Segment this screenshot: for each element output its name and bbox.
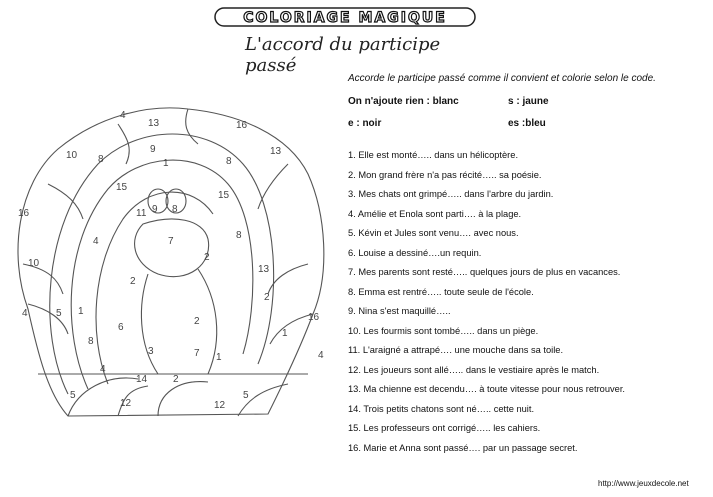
region-number: 3: [148, 346, 154, 357]
region-number: 8: [226, 156, 232, 167]
magic-coloring-drawing: [8, 104, 338, 434]
region-number: 12: [214, 400, 226, 411]
code-noir: e : noir: [348, 118, 382, 129]
title-banner: [214, 6, 476, 28]
region-number: 2: [204, 252, 210, 263]
region-number: 5: [56, 308, 62, 319]
sentence-list: [348, 149, 625, 461]
sentence-item: 13. Ma chienne est decendu…. à toute vitesse pour nous retrouver.: [348, 384, 626, 394]
region-number: 1: [78, 306, 84, 317]
region-number: 2: [130, 276, 136, 287]
sentence-item: 3. Mes chats ont grimpé….. dans l'arbre du jardin.: [348, 189, 554, 199]
region-number: 14: [136, 374, 148, 385]
region-number: 8: [88, 336, 94, 347]
region-number: 16: [236, 120, 248, 131]
sentence-item: 9. Nina s'est maquillé…..: [348, 306, 451, 316]
region-number: 6: [118, 322, 124, 333]
region-number: 16: [308, 312, 320, 323]
sentence-item: 7. Mes parents sont resté….. quelques jours de plus en vacances.: [348, 267, 621, 277]
code-jaune: s : jaune: [508, 96, 549, 107]
instruction: Accorde le participe passé comme il convient et colorie selon le code.: [348, 73, 656, 84]
region-number: 4: [22, 308, 28, 319]
region-number: 5: [70, 390, 76, 401]
sentence-item: 5. Kévin et Jules sont venu…. avec nous.: [348, 228, 519, 238]
region-number: 2: [264, 292, 270, 303]
region-number: 2: [194, 316, 200, 327]
region-number: 15: [116, 182, 128, 193]
region-number: 10: [66, 150, 78, 161]
region-number: 13: [148, 118, 160, 129]
region-number: 1: [163, 158, 169, 169]
sentence-item: 6. Louise a dessiné….un requin.: [348, 247, 482, 258]
sentence-item: 11. L'araigné a attrapé…. une mouche dans sa toile.: [348, 345, 564, 355]
sentence-item: 4. Amélie et Enola sont parti…. à la plage.: [348, 208, 522, 219]
region-number: 5: [243, 390, 249, 401]
code-blanc: On n'ajoute rien : blanc: [348, 96, 459, 107]
sentence-item: 8. Emma est rentré….. toute seule de l'école.: [348, 286, 534, 297]
sentence-item: 16. Marie et Anna sont passé…. par un passage secret.: [348, 442, 578, 453]
sentence-item: 12. Les joueurs sont allé….. dans le vestiaire après le match.: [348, 364, 600, 375]
region-number: 4: [93, 236, 99, 247]
region-number: 1: [282, 328, 288, 339]
region-number: 4: [318, 350, 324, 361]
subtitle: L'accord du participe passé: [245, 34, 441, 76]
region-number: 8: [98, 154, 104, 165]
region-number: 1: [216, 352, 222, 363]
region-number: 13: [258, 264, 270, 275]
sentence-item: 15. Les professeurs ont corrigé….. les cahiers.: [348, 423, 541, 433]
region-number: 7: [168, 236, 174, 247]
title-text: COLORIAGE MAGIQUE: [243, 10, 447, 26]
region-number: 16: [18, 208, 30, 219]
region-number: 8: [236, 230, 242, 241]
region-number: 15: [218, 190, 230, 201]
region-number: 12: [120, 398, 132, 409]
sentence-item: 14. Trois petits chatons sont né….. cette nuit.: [348, 403, 535, 414]
region-number: 4: [100, 364, 106, 375]
region-number: 9: [152, 204, 158, 215]
sentence-item: 1. Elle est monté….. dans un hélicoptère.: [348, 150, 519, 160]
sentence-item: 2. Mon grand frère n'a pas récité….. sa poésie.: [348, 169, 542, 180]
region-number: 4: [120, 110, 126, 121]
code-bleu: es :bleu: [508, 118, 546, 129]
site-url: http://www.jeuxdecole.net: [598, 479, 689, 488]
region-number: 10: [28, 258, 40, 269]
sentence-item: 10. Les fourmis sont tombé….. dans un piège.: [348, 325, 539, 336]
region-number: 11: [136, 208, 147, 219]
region-number: 8: [172, 204, 178, 215]
region-number: 7: [194, 348, 200, 359]
region-number: 2: [173, 374, 179, 385]
region-number: 9: [150, 144, 156, 155]
region-number: 13: [270, 146, 282, 157]
